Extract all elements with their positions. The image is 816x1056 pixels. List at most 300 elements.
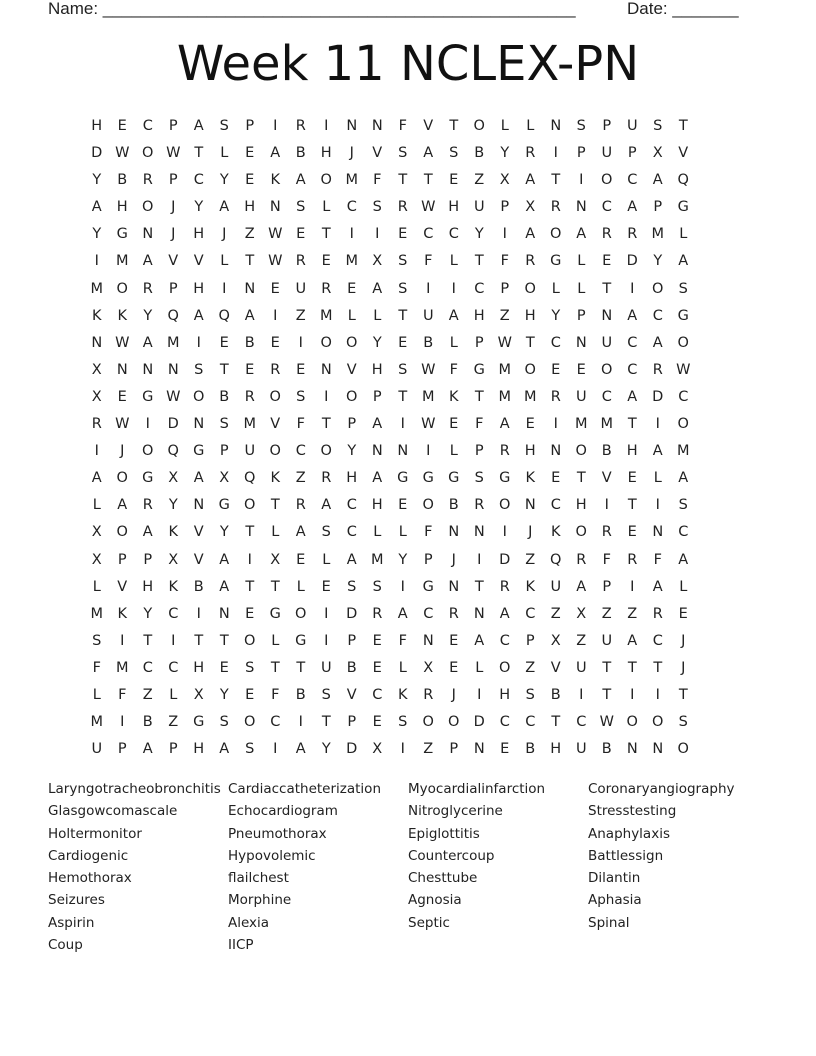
grid-row bbox=[84, 303, 696, 330]
grid-letter: R bbox=[550, 388, 561, 405]
grid-letter: F bbox=[373, 172, 382, 189]
grid-letter: I bbox=[247, 551, 252, 568]
grid-row bbox=[84, 574, 696, 601]
grid-letter: T bbox=[551, 172, 561, 189]
word-list-item: Morphine bbox=[228, 892, 292, 909]
grid-letter: S bbox=[321, 524, 331, 541]
grid-letter: D bbox=[346, 605, 358, 622]
grid-letter: T bbox=[627, 659, 637, 676]
grid-letter: E bbox=[551, 361, 561, 378]
grid-letter: G bbox=[677, 307, 689, 324]
grid-letter: N bbox=[601, 307, 613, 324]
grid-letter: O bbox=[295, 605, 307, 622]
grid-letter: K bbox=[270, 470, 280, 487]
grid-letter: M bbox=[370, 551, 384, 568]
grid-letter: H bbox=[473, 307, 485, 324]
grid-letter: I bbox=[502, 226, 507, 243]
grid-letter: N bbox=[320, 361, 332, 378]
grid-letter: C bbox=[423, 226, 434, 243]
grid-letter: D bbox=[626, 253, 638, 270]
grid-letter: U bbox=[473, 199, 485, 216]
grid-letter: M bbox=[498, 361, 511, 378]
grid-letter: C bbox=[168, 659, 179, 676]
grid-letter: O bbox=[346, 334, 358, 351]
grid-letter: P bbox=[143, 551, 153, 568]
grid-letter: O bbox=[269, 388, 281, 405]
grid-letter: T bbox=[576, 470, 586, 487]
grid-letter: N bbox=[193, 416, 205, 433]
grid-letter: S bbox=[398, 280, 408, 297]
grid-letter: Y bbox=[398, 551, 408, 568]
grid-letter: A bbox=[142, 253, 153, 270]
grid-letter: N bbox=[397, 443, 409, 460]
word-list-column bbox=[48, 778, 228, 956]
grid-letter: O bbox=[601, 172, 613, 189]
grid-letter: Y bbox=[168, 497, 178, 514]
grid-letter: S bbox=[296, 199, 306, 216]
grid-letter: R bbox=[474, 497, 485, 514]
grid-row bbox=[84, 167, 696, 194]
grid-letter: A bbox=[576, 226, 587, 243]
grid-row bbox=[84, 113, 696, 140]
grid-letter: H bbox=[244, 199, 256, 216]
grid-letter: A bbox=[91, 199, 102, 216]
grid-letter: L bbox=[398, 524, 407, 541]
grid-letter: I bbox=[145, 416, 150, 433]
grid-letter: L bbox=[449, 253, 458, 270]
grid-letter: R bbox=[652, 361, 663, 378]
grid-letter: O bbox=[601, 361, 613, 378]
grid-letter: T bbox=[194, 632, 204, 649]
grid-letter: S bbox=[296, 388, 306, 405]
grid-letter: X bbox=[193, 686, 204, 703]
word-list-item: Pneumothorax bbox=[228, 825, 327, 842]
grid-letter: Z bbox=[295, 307, 306, 324]
grid-letter: I bbox=[222, 280, 227, 297]
header bbox=[48, 0, 748, 20]
grid-letter: N bbox=[371, 443, 383, 460]
grid-letter: R bbox=[321, 280, 332, 297]
grid-letter: H bbox=[524, 307, 536, 324]
grid-letter: B bbox=[117, 172, 128, 189]
date-field-label: Date: _______ bbox=[627, 0, 739, 18]
grid-letter: A bbox=[91, 470, 102, 487]
grid-letter: Q bbox=[167, 443, 179, 460]
grid-letter: Y bbox=[194, 199, 204, 216]
grid-letter: I bbox=[298, 334, 303, 351]
grid-letter: T bbox=[270, 578, 280, 595]
word-list-item: Coronaryangiography bbox=[588, 781, 735, 797]
grid-letter: S bbox=[219, 118, 229, 134]
grid-letter: U bbox=[295, 280, 307, 297]
grid-letter: L bbox=[322, 199, 331, 216]
grid-letter: X bbox=[270, 551, 281, 568]
grid-letter: T bbox=[194, 145, 204, 162]
grid-letter: L bbox=[398, 659, 407, 676]
grid-letter: A bbox=[678, 253, 689, 270]
grid-letter: I bbox=[630, 578, 635, 595]
grid-letter: N bbox=[575, 199, 587, 216]
grid-letter: B bbox=[601, 741, 612, 758]
word-list-item: Alexia bbox=[228, 914, 270, 931]
grid-letter: P bbox=[372, 388, 382, 405]
grid-letter: Y bbox=[347, 443, 357, 460]
grid-letter: I bbox=[94, 443, 99, 460]
grid-letter: A bbox=[652, 443, 663, 460]
grid-letter: P bbox=[219, 443, 229, 460]
grid-letter: G bbox=[473, 361, 485, 378]
grid-row bbox=[84, 248, 696, 275]
grid-letter: E bbox=[398, 226, 408, 243]
grid-letter: I bbox=[400, 578, 405, 595]
grid-letter: X bbox=[168, 551, 179, 568]
grid-letter: O bbox=[244, 632, 256, 649]
grid-letter: P bbox=[602, 118, 612, 134]
grid-letter: A bbox=[321, 497, 332, 514]
grid-letter: W bbox=[166, 388, 181, 405]
grid-letter: I bbox=[298, 714, 303, 731]
grid-letter: P bbox=[500, 280, 510, 297]
grid-letter: R bbox=[295, 118, 306, 134]
grid-letter: O bbox=[422, 714, 434, 731]
grid-row bbox=[84, 438, 696, 465]
grid-letter: R bbox=[142, 172, 153, 189]
grid-letter: G bbox=[142, 470, 154, 487]
grid-letter: E bbox=[372, 714, 382, 731]
grid-letter: P bbox=[576, 307, 586, 324]
grid-letter: C bbox=[525, 714, 536, 731]
grid-letter: R bbox=[372, 605, 383, 622]
grid-letter: A bbox=[142, 334, 153, 351]
grid-letter: Q bbox=[550, 551, 562, 568]
grid-letter: P bbox=[347, 632, 357, 649]
grid-letter: Z bbox=[168, 714, 179, 731]
grid-letter: T bbox=[398, 388, 408, 405]
grid-letter: H bbox=[193, 280, 205, 297]
grid-letter: M bbox=[319, 307, 333, 324]
grid-letter: A bbox=[219, 199, 230, 216]
grid-letter: L bbox=[679, 226, 688, 243]
grid-letter: Z bbox=[601, 605, 612, 622]
grid-letter: I bbox=[604, 497, 609, 514]
grid-letter: T bbox=[474, 253, 484, 270]
grid-letter: L bbox=[322, 551, 331, 568]
grid-letter: R bbox=[448, 605, 459, 622]
grid-letter: F bbox=[424, 524, 433, 541]
grid-letter: A bbox=[525, 226, 536, 243]
grid-letter: E bbox=[270, 334, 280, 351]
grid-letter: D bbox=[473, 714, 485, 731]
grid-letter: G bbox=[116, 226, 128, 243]
grid-letter: E bbox=[372, 659, 382, 676]
word-list-item: Holtermonitor bbox=[48, 825, 142, 842]
grid-letter: I bbox=[451, 280, 456, 297]
grid-letter: T bbox=[423, 172, 433, 189]
grid-letter: I bbox=[349, 226, 354, 243]
grid-letter: M bbox=[166, 334, 180, 351]
grid-letter: V bbox=[372, 145, 383, 162]
grid-letter: C bbox=[193, 172, 204, 189]
grid-letter: F bbox=[92, 659, 101, 676]
grid-letter: X bbox=[550, 632, 561, 649]
grid-letter: P bbox=[117, 741, 127, 758]
grid-letter: Y bbox=[474, 226, 484, 243]
grid-row bbox=[84, 682, 696, 709]
grid-letter: O bbox=[499, 497, 511, 514]
grid-letter: C bbox=[499, 632, 510, 649]
grid-letter: E bbox=[117, 388, 127, 405]
grid-letter: O bbox=[244, 497, 256, 514]
grid-letter: S bbox=[321, 686, 331, 703]
grid-letter: Z bbox=[423, 741, 434, 758]
grid-letter: V bbox=[346, 686, 357, 703]
grid-letter: L bbox=[577, 253, 586, 270]
grid-letter: F bbox=[118, 686, 127, 703]
grid-letter: I bbox=[553, 145, 558, 162]
grid-letter: R bbox=[525, 253, 536, 270]
grid-letter: X bbox=[91, 361, 102, 378]
grid-letter: A bbox=[499, 416, 510, 433]
grid-letter: J bbox=[349, 145, 354, 162]
grid-letter: S bbox=[372, 578, 382, 595]
grid-letter: S bbox=[194, 361, 204, 378]
grid-letter: X bbox=[372, 253, 383, 270]
grid-letter: J bbox=[681, 659, 686, 676]
grid-letter: M bbox=[115, 659, 129, 676]
grid-letter: G bbox=[422, 578, 434, 595]
grid-letter: H bbox=[193, 741, 205, 758]
grid-letter: I bbox=[579, 686, 584, 703]
grid-letter: I bbox=[477, 551, 482, 568]
word-list-item: Septic bbox=[408, 914, 450, 931]
grid-letter: P bbox=[474, 334, 484, 351]
grid-letter: H bbox=[371, 361, 383, 378]
grid-letter: T bbox=[219, 632, 229, 649]
grid-letter: H bbox=[346, 470, 358, 487]
grid-letter: F bbox=[500, 253, 509, 270]
grid-letter: T bbox=[449, 118, 459, 134]
grid-letter: Z bbox=[244, 226, 255, 243]
grid-letter: T bbox=[627, 497, 637, 514]
grid-letter: Z bbox=[550, 605, 561, 622]
grid-letter: L bbox=[526, 118, 535, 134]
grid-letter: A bbox=[219, 551, 230, 568]
grid-letter: P bbox=[168, 172, 178, 189]
grid-letter: O bbox=[499, 659, 511, 676]
grid-letter: A bbox=[499, 605, 510, 622]
grid-letter: G bbox=[142, 388, 154, 405]
grid-letter: K bbox=[550, 524, 561, 541]
grid-letter: C bbox=[142, 659, 153, 676]
grid-letter: S bbox=[219, 416, 229, 433]
grid-letter: Z bbox=[576, 632, 587, 649]
grid-letter: J bbox=[451, 686, 456, 703]
grid-letter: B bbox=[193, 578, 204, 595]
grid-letter: S bbox=[219, 714, 229, 731]
grid-letter: D bbox=[91, 145, 103, 162]
grid-letter: S bbox=[92, 632, 102, 649]
word-list-item: Cardiaccatheterization bbox=[228, 781, 381, 797]
grid-letter: V bbox=[168, 253, 179, 270]
grid-letter: H bbox=[499, 686, 511, 703]
grid-letter: X bbox=[499, 172, 510, 189]
grid-letter: I bbox=[273, 307, 278, 324]
page-title: Week 11 NCLEX-PN bbox=[176, 36, 640, 92]
grid-letter: P bbox=[423, 551, 433, 568]
grid-letter: Y bbox=[92, 172, 102, 189]
grid-letter: B bbox=[219, 388, 230, 405]
grid-letter: W bbox=[268, 226, 283, 243]
grid-letter: A bbox=[219, 578, 230, 595]
grid-letter: O bbox=[269, 443, 281, 460]
grid-row bbox=[84, 736, 696, 763]
grid-letter: D bbox=[346, 741, 358, 758]
grid-letter: W bbox=[497, 334, 512, 351]
grid-letter: E bbox=[245, 686, 255, 703]
grid-letter: C bbox=[550, 497, 561, 514]
grid-letter: A bbox=[423, 145, 434, 162]
grid-letter: F bbox=[475, 416, 484, 433]
grid-row bbox=[84, 276, 696, 303]
grid-letter: Y bbox=[372, 334, 382, 351]
grid-letter: E bbox=[296, 226, 306, 243]
grid-letter: V bbox=[678, 145, 689, 162]
grid-letter: N bbox=[91, 334, 103, 351]
grid-letter: F bbox=[602, 551, 611, 568]
grid-letter: P bbox=[347, 416, 357, 433]
grid-letter: M bbox=[115, 253, 129, 270]
grid-letter: W bbox=[421, 416, 436, 433]
grid-letter: I bbox=[324, 632, 329, 649]
grid-letter: Z bbox=[627, 605, 638, 622]
grid-letter: A bbox=[397, 605, 408, 622]
grid-letter: I bbox=[426, 280, 431, 297]
grid-letter: S bbox=[398, 361, 408, 378]
grid-letter: N bbox=[473, 605, 485, 622]
grid-letter: T bbox=[296, 659, 306, 676]
grid-letter: A bbox=[142, 741, 153, 758]
grid-letter: E bbox=[321, 253, 331, 270]
grid-letter: G bbox=[677, 199, 689, 216]
grid-letter: A bbox=[117, 497, 128, 514]
grid-letter: E bbox=[449, 632, 459, 649]
grid-letter: N bbox=[193, 497, 205, 514]
grid-letter: L bbox=[347, 307, 356, 324]
grid-letter: L bbox=[475, 659, 484, 676]
grid-letter: A bbox=[270, 145, 281, 162]
grid-letter: C bbox=[295, 443, 306, 460]
grid-letter: D bbox=[167, 416, 179, 433]
word-list-item: Nitroglycerine bbox=[408, 803, 503, 820]
grid-letter: L bbox=[296, 578, 305, 595]
grid-letter: T bbox=[143, 632, 153, 649]
grid-letter: O bbox=[193, 388, 205, 405]
grid-letter: E bbox=[321, 578, 331, 595]
grid-letter: V bbox=[423, 118, 434, 134]
grid-letter: A bbox=[372, 280, 383, 297]
grid-letter: G bbox=[448, 470, 460, 487]
grid-letter: W bbox=[115, 145, 130, 162]
grid-letter: M bbox=[421, 388, 435, 405]
grid-letter: O bbox=[677, 741, 689, 758]
grid-letter: U bbox=[601, 145, 613, 162]
grid-letter: S bbox=[449, 145, 459, 162]
grid-letter: P bbox=[449, 741, 459, 758]
grid-letter: M bbox=[523, 388, 537, 405]
grid-letter: A bbox=[295, 741, 306, 758]
grid-letter: X bbox=[423, 659, 434, 676]
grid-letter: C bbox=[652, 632, 663, 649]
grid-letter: R bbox=[244, 388, 255, 405]
grid-letter: N bbox=[371, 118, 383, 134]
grid-letter: N bbox=[448, 578, 460, 595]
grid-letter: M bbox=[345, 253, 358, 270]
grid-letter: U bbox=[575, 388, 587, 405]
grid-letter: H bbox=[142, 578, 154, 595]
grid-letter: C bbox=[270, 714, 281, 731]
grid-letter: S bbox=[398, 714, 408, 731]
grid-letter: Q bbox=[244, 470, 256, 487]
grid-letter: T bbox=[678, 118, 688, 134]
grid-letter: V bbox=[270, 416, 281, 433]
grid-letter: I bbox=[273, 741, 278, 758]
grid-letter: E bbox=[245, 361, 255, 378]
grid-letter: V bbox=[193, 253, 204, 270]
grid-letter: L bbox=[449, 334, 458, 351]
grid-letter: W bbox=[115, 416, 130, 433]
grid-letter: J bbox=[451, 551, 456, 568]
word-list-item: Glasgowcomascale bbox=[48, 803, 178, 820]
grid-letter: J bbox=[120, 443, 125, 460]
grid-row bbox=[84, 194, 696, 221]
grid-letter: G bbox=[422, 470, 434, 487]
word-list-item: Aphasia bbox=[588, 892, 642, 909]
grid-letter: R bbox=[601, 524, 612, 541]
grid-letter: W bbox=[599, 714, 614, 731]
grid-letter: O bbox=[116, 280, 128, 297]
grid-letter: N bbox=[218, 605, 230, 622]
grid-letter: E bbox=[219, 659, 229, 676]
grid-letter: I bbox=[196, 334, 201, 351]
grid-letter: K bbox=[448, 388, 459, 405]
grid-letter: E bbox=[372, 632, 382, 649]
grid-letter: A bbox=[372, 416, 383, 433]
grid-letter: A bbox=[652, 578, 663, 595]
grid-letter: G bbox=[269, 605, 281, 622]
grid-letter: O bbox=[524, 361, 536, 378]
grid-letter: E bbox=[296, 551, 306, 568]
grid-letter: T bbox=[321, 714, 331, 731]
grid-letter: U bbox=[601, 632, 613, 649]
grid-letter: I bbox=[630, 280, 635, 297]
word-list-item: Agnosia bbox=[408, 892, 462, 909]
grid-letter: T bbox=[398, 172, 408, 189]
grid-letter: U bbox=[575, 741, 587, 758]
grid-letter: H bbox=[91, 118, 103, 134]
word-list-item: Stresstesting bbox=[588, 803, 677, 820]
grid-letter: Z bbox=[499, 307, 510, 324]
grid-letter: R bbox=[295, 497, 306, 514]
grid-letter: A bbox=[295, 172, 306, 189]
grid-letter: N bbox=[626, 741, 638, 758]
grid-letter: T bbox=[602, 280, 612, 297]
grid-letter: C bbox=[601, 388, 612, 405]
grid-letter: L bbox=[373, 524, 382, 541]
grid-letter: R bbox=[652, 605, 663, 622]
grid-letter: E bbox=[602, 253, 612, 270]
grid-row bbox=[84, 465, 696, 492]
grid-letter: G bbox=[218, 497, 230, 514]
